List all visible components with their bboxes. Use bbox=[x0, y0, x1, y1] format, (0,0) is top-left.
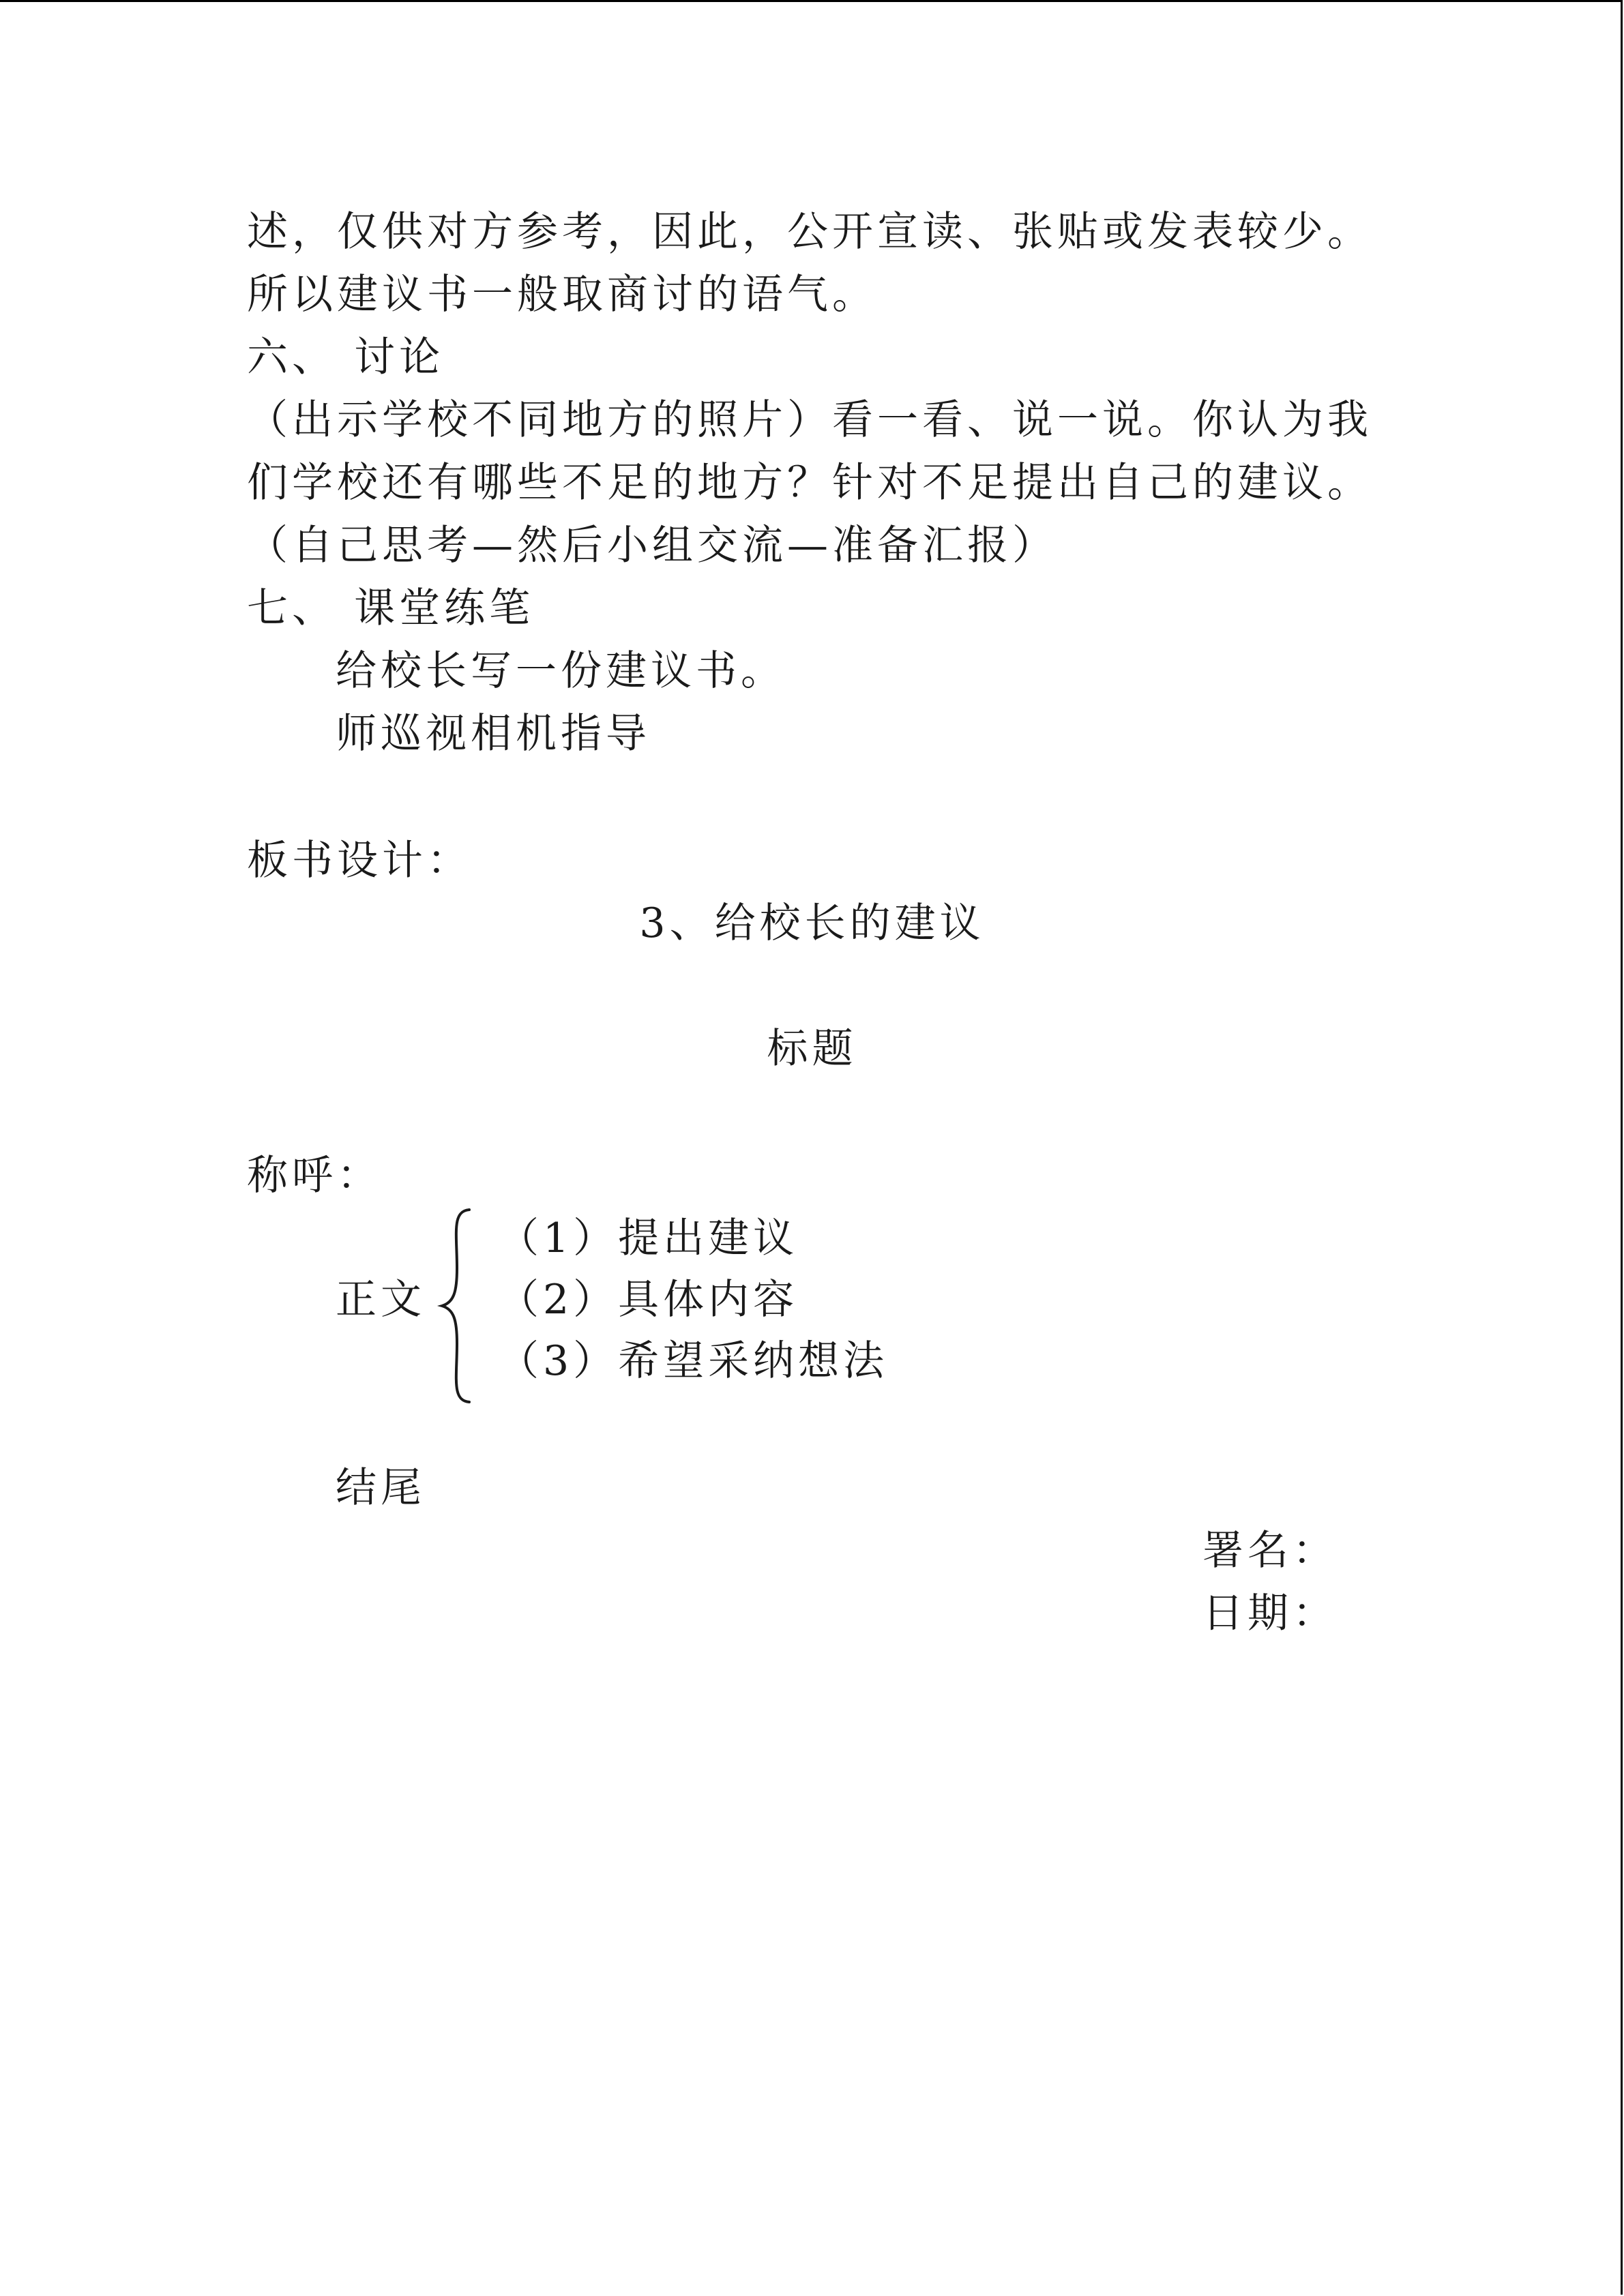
board-signature: 署名： bbox=[1202, 1527, 1338, 1575]
text-line: 们学校还有哪些不足的地方？针对不足提出自己的建议。 bbox=[247, 459, 1372, 507]
text-line: 给校长写一份建议书。 bbox=[336, 647, 786, 695]
board-body-item: （1）提出建议 bbox=[498, 1214, 799, 1262]
text-line: 述，仅供对方参考，因此，公开宣读、张贴或发表较少。 bbox=[247, 208, 1372, 256]
curly-brace-icon bbox=[437, 1207, 477, 1405]
board-title: 3、给校长的建议 bbox=[639, 899, 985, 947]
board-salutation: 称呼： bbox=[247, 1152, 382, 1199]
section-heading: 六、 讨论 bbox=[247, 333, 445, 381]
board-ending: 结尾 bbox=[336, 1464, 426, 1512]
text-line: 师巡视相机指导 bbox=[336, 710, 651, 758]
board-subtitle: 标题 bbox=[767, 1025, 857, 1073]
section-heading: 七、 课堂练笔 bbox=[247, 584, 535, 632]
board-body-item: （3）希望采纳想法 bbox=[498, 1337, 889, 1385]
text-line: （自己思考—然后小组交流—准备汇报） bbox=[247, 522, 1057, 569]
text-line: 所以建议书一般取商讨的语气。 bbox=[247, 271, 877, 318]
text-line: （出示学校不同地方的照片）看一看、说一说。你认为我 bbox=[247, 396, 1372, 444]
board-body-label: 正文 bbox=[336, 1276, 426, 1324]
board-heading: 板书设计： bbox=[247, 837, 472, 884]
board-body-item: （2）具体内容 bbox=[498, 1276, 799, 1324]
board-date: 日期： bbox=[1202, 1590, 1338, 1637]
